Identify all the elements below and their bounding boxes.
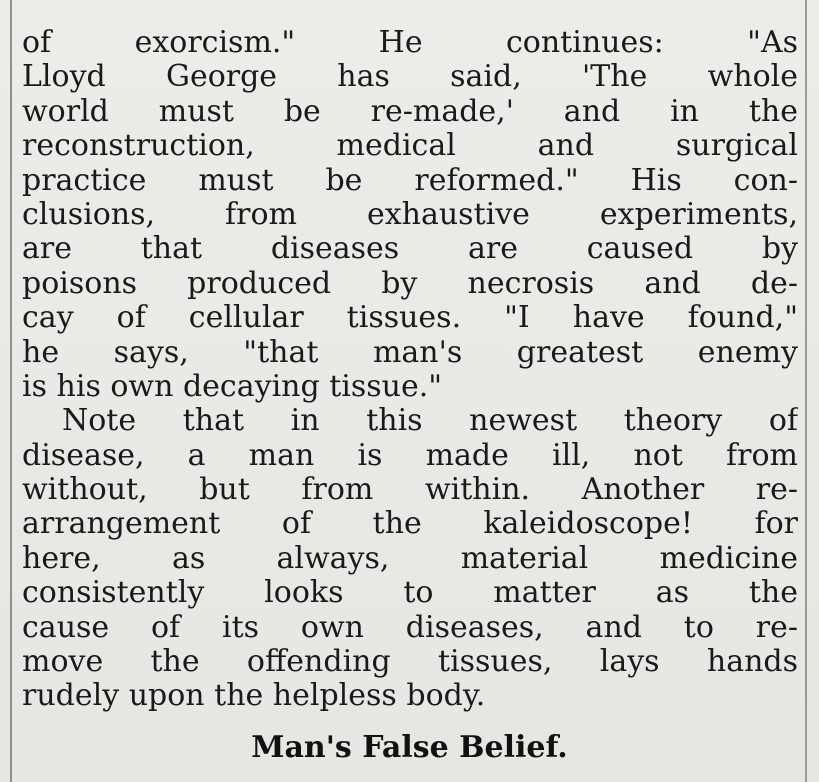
article-line: practice must be reformed." His con- — [22, 163, 798, 198]
article-line: are that diseases are caused by — [22, 232, 798, 267]
section-subheading: Man's False Belief. — [251, 730, 568, 765]
article-line: move the offending tissues, lays hands — [22, 645, 798, 680]
article-line: Lloyd George has said, 'The whole — [22, 60, 798, 95]
article-line: arrangement of the kaleidoscope! for — [22, 507, 798, 542]
article-line: clusions, from exhaustive experiments, — [22, 197, 798, 232]
article-line: poisons produced by necrosis and de- — [22, 266, 798, 301]
article-line: rudely upon the helpless body. — [22, 679, 486, 714]
article-line: disease, a man is made ill, not from — [22, 438, 798, 473]
article-line: reconstruction, medical and surgical — [22, 129, 798, 164]
article-line: here, as always, material medicine — [22, 541, 798, 576]
article-line: he says, "that man's greatest enemy — [22, 335, 798, 370]
column-rule-left — [10, 0, 12, 782]
article-line: cause of its own diseases, and to re- — [22, 610, 798, 645]
article-column — [22, 26, 798, 714]
article-line: of exorcism." He continues: "As — [22, 26, 798, 60]
article-line: without, but from within. Another re- — [22, 473, 798, 508]
article-line: is his own decaying tissue." — [22, 369, 443, 404]
article-line: Note that in this newest theory of — [62, 404, 798, 439]
column-rule-right — [805, 0, 807, 782]
article-line: cay of cellular tissues. "I have found," — [22, 301, 798, 336]
article-line: consistently looks to matter as the — [22, 576, 798, 611]
article-line: world must be re-made,' and in the — [22, 94, 798, 129]
